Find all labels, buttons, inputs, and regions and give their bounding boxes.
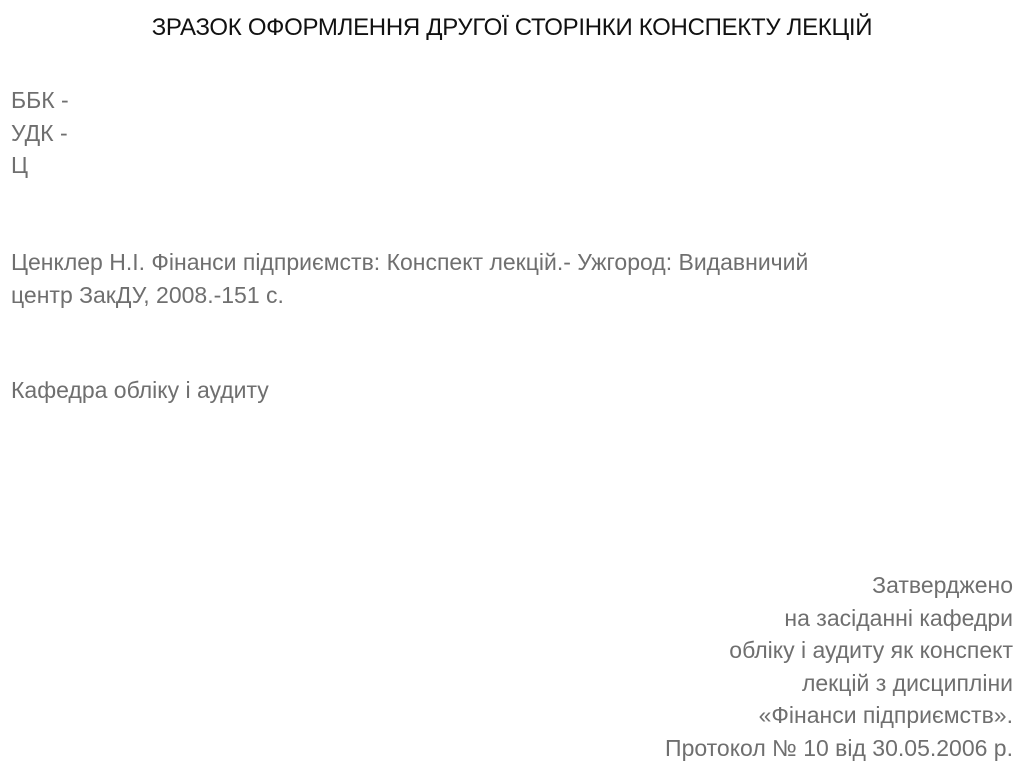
- approval-line: обліку і аудиту як конспект: [729, 637, 1013, 663]
- protocol-line: Протокол № 10 від 30.05.2006 р.: [665, 734, 1013, 761]
- approval-line: «Фінанси підприємств».: [758, 702, 1013, 728]
- udk-code: УДК -: [11, 119, 68, 146]
- classification-codes: [11, 84, 69, 182]
- citation-line-1: Ценклер Н.І. Фінанси підприємств: Конспект лекцій.- Ужгород: Видавничий: [11, 249, 809, 275]
- approval-line: лекцій з дисципліни: [801, 669, 1013, 696]
- approval-line: Затверджено: [872, 572, 1013, 598]
- page-title: ЗРАЗОК ОФОРМЛЕННЯ ДРУГОЇ СТОРІНКИ КОНСПЕКТУ ЛЕКЦІЙ: [151, 14, 873, 41]
- approval-block: [665, 569, 1013, 764]
- department-name: Кафедра обліку і аудиту: [11, 377, 269, 403]
- citation-line-2: центр ЗакДУ, 2008.-151 с.: [11, 281, 284, 308]
- author-sign: Ц: [11, 152, 29, 178]
- bbk-code: ББК -: [11, 87, 69, 113]
- approval-line: на засіданні кафедри: [784, 604, 1013, 631]
- bibliographic-citation: [11, 246, 911, 311]
